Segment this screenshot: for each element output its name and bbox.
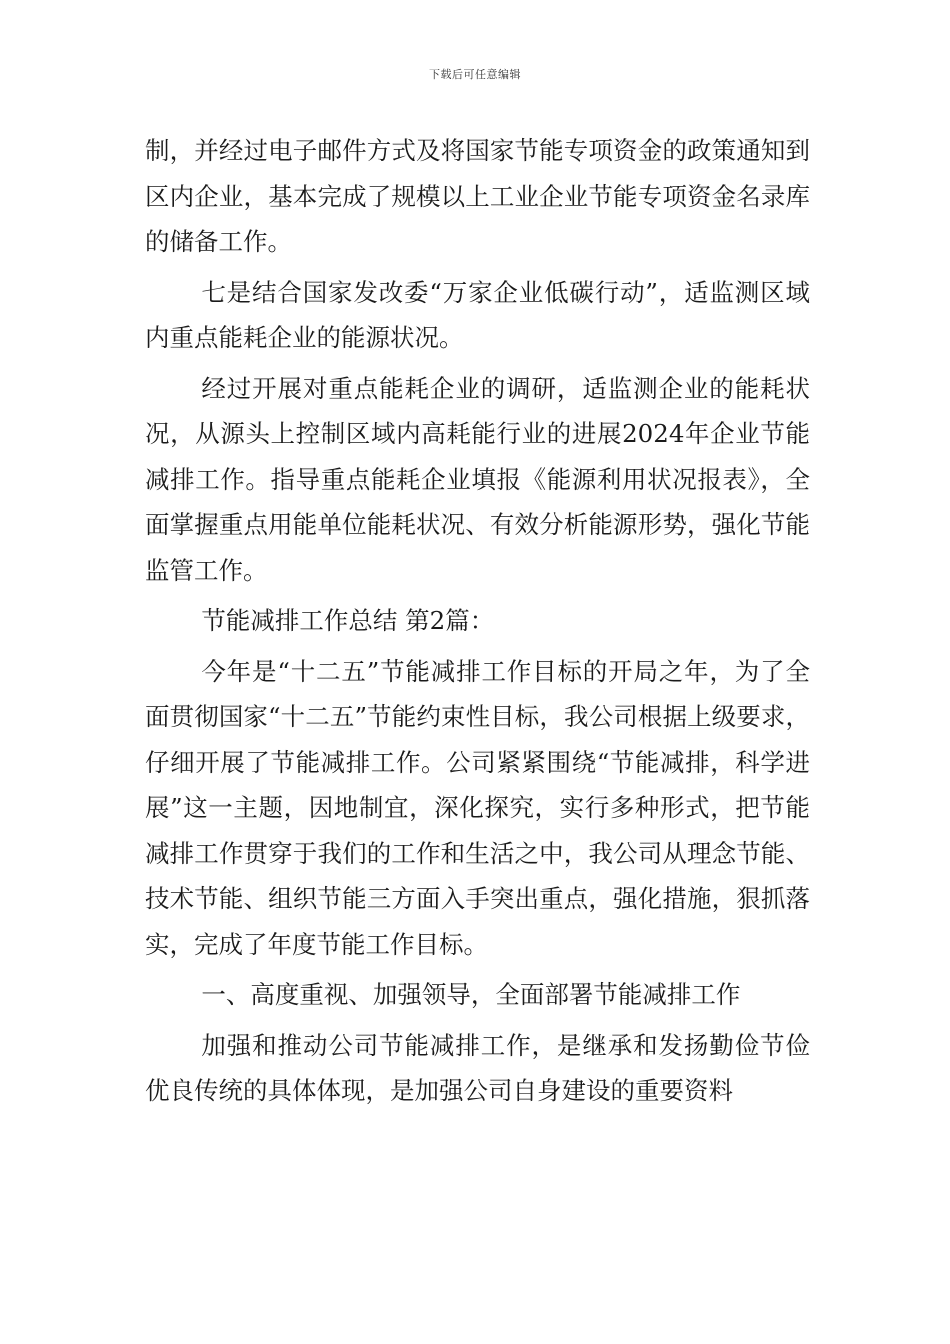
paragraph-leadership: 加强和推动公司节能减排工作，是继承和发扬勤俭节俭优良传统的具体体现，是加强公司自身建设的重要资料 (145, 1030, 810, 1105)
paragraph-survey: 经过开展对重点能耗企业的调研，适监测企业的能耗状况，从源头上控制区域内高耗能行业的进展2024年企业节能减排工作。指导重点能耗企业填报《能源利用状况报表》，全面掌握重点用能单位能耗状况、有效分析能源形势，强化节能监管工作。 (145, 373, 810, 585)
header-note: 下载后可任意编辑 (429, 68, 521, 81)
subsection-heading: 一、高度重视、加强领导，全面部署节能减排工作 (201, 980, 741, 1009)
paragraph-item-seven: 七是结合国家发改委“万家企业低碳行动”，适监测区域内重点能耗企业的能源状况。 (145, 277, 810, 352)
paragraph-continuation: 制，并经过电子邮件方式及将国家节能专项资金的政策通知到区内企业，基本完成了规模以上工业企业节能专项资金名录库的储备工作。 (145, 136, 810, 256)
section-heading: 节能减排工作总结 第2篇： (201, 606, 495, 635)
document-body (145, 128, 810, 1119)
paragraph-intro: 今年是“十二五”节能减排工作目标的开局之年，为了全面贯彻国家“十二五”节能约束性目标，我公司根据上级要求，仔细开展了节能减排工作。公司紧紧围绕“节能减排，科学进展”这一主题，因地制宜，深化探究，实行多种形式，把节能减排工作贯穿于我们的工作和生活之中，我公司从理念节能、技术节能、组织节能三方面入手突出重点，强化措施，狠抓落实，完成了年度节能工作目标。 (145, 656, 810, 959)
